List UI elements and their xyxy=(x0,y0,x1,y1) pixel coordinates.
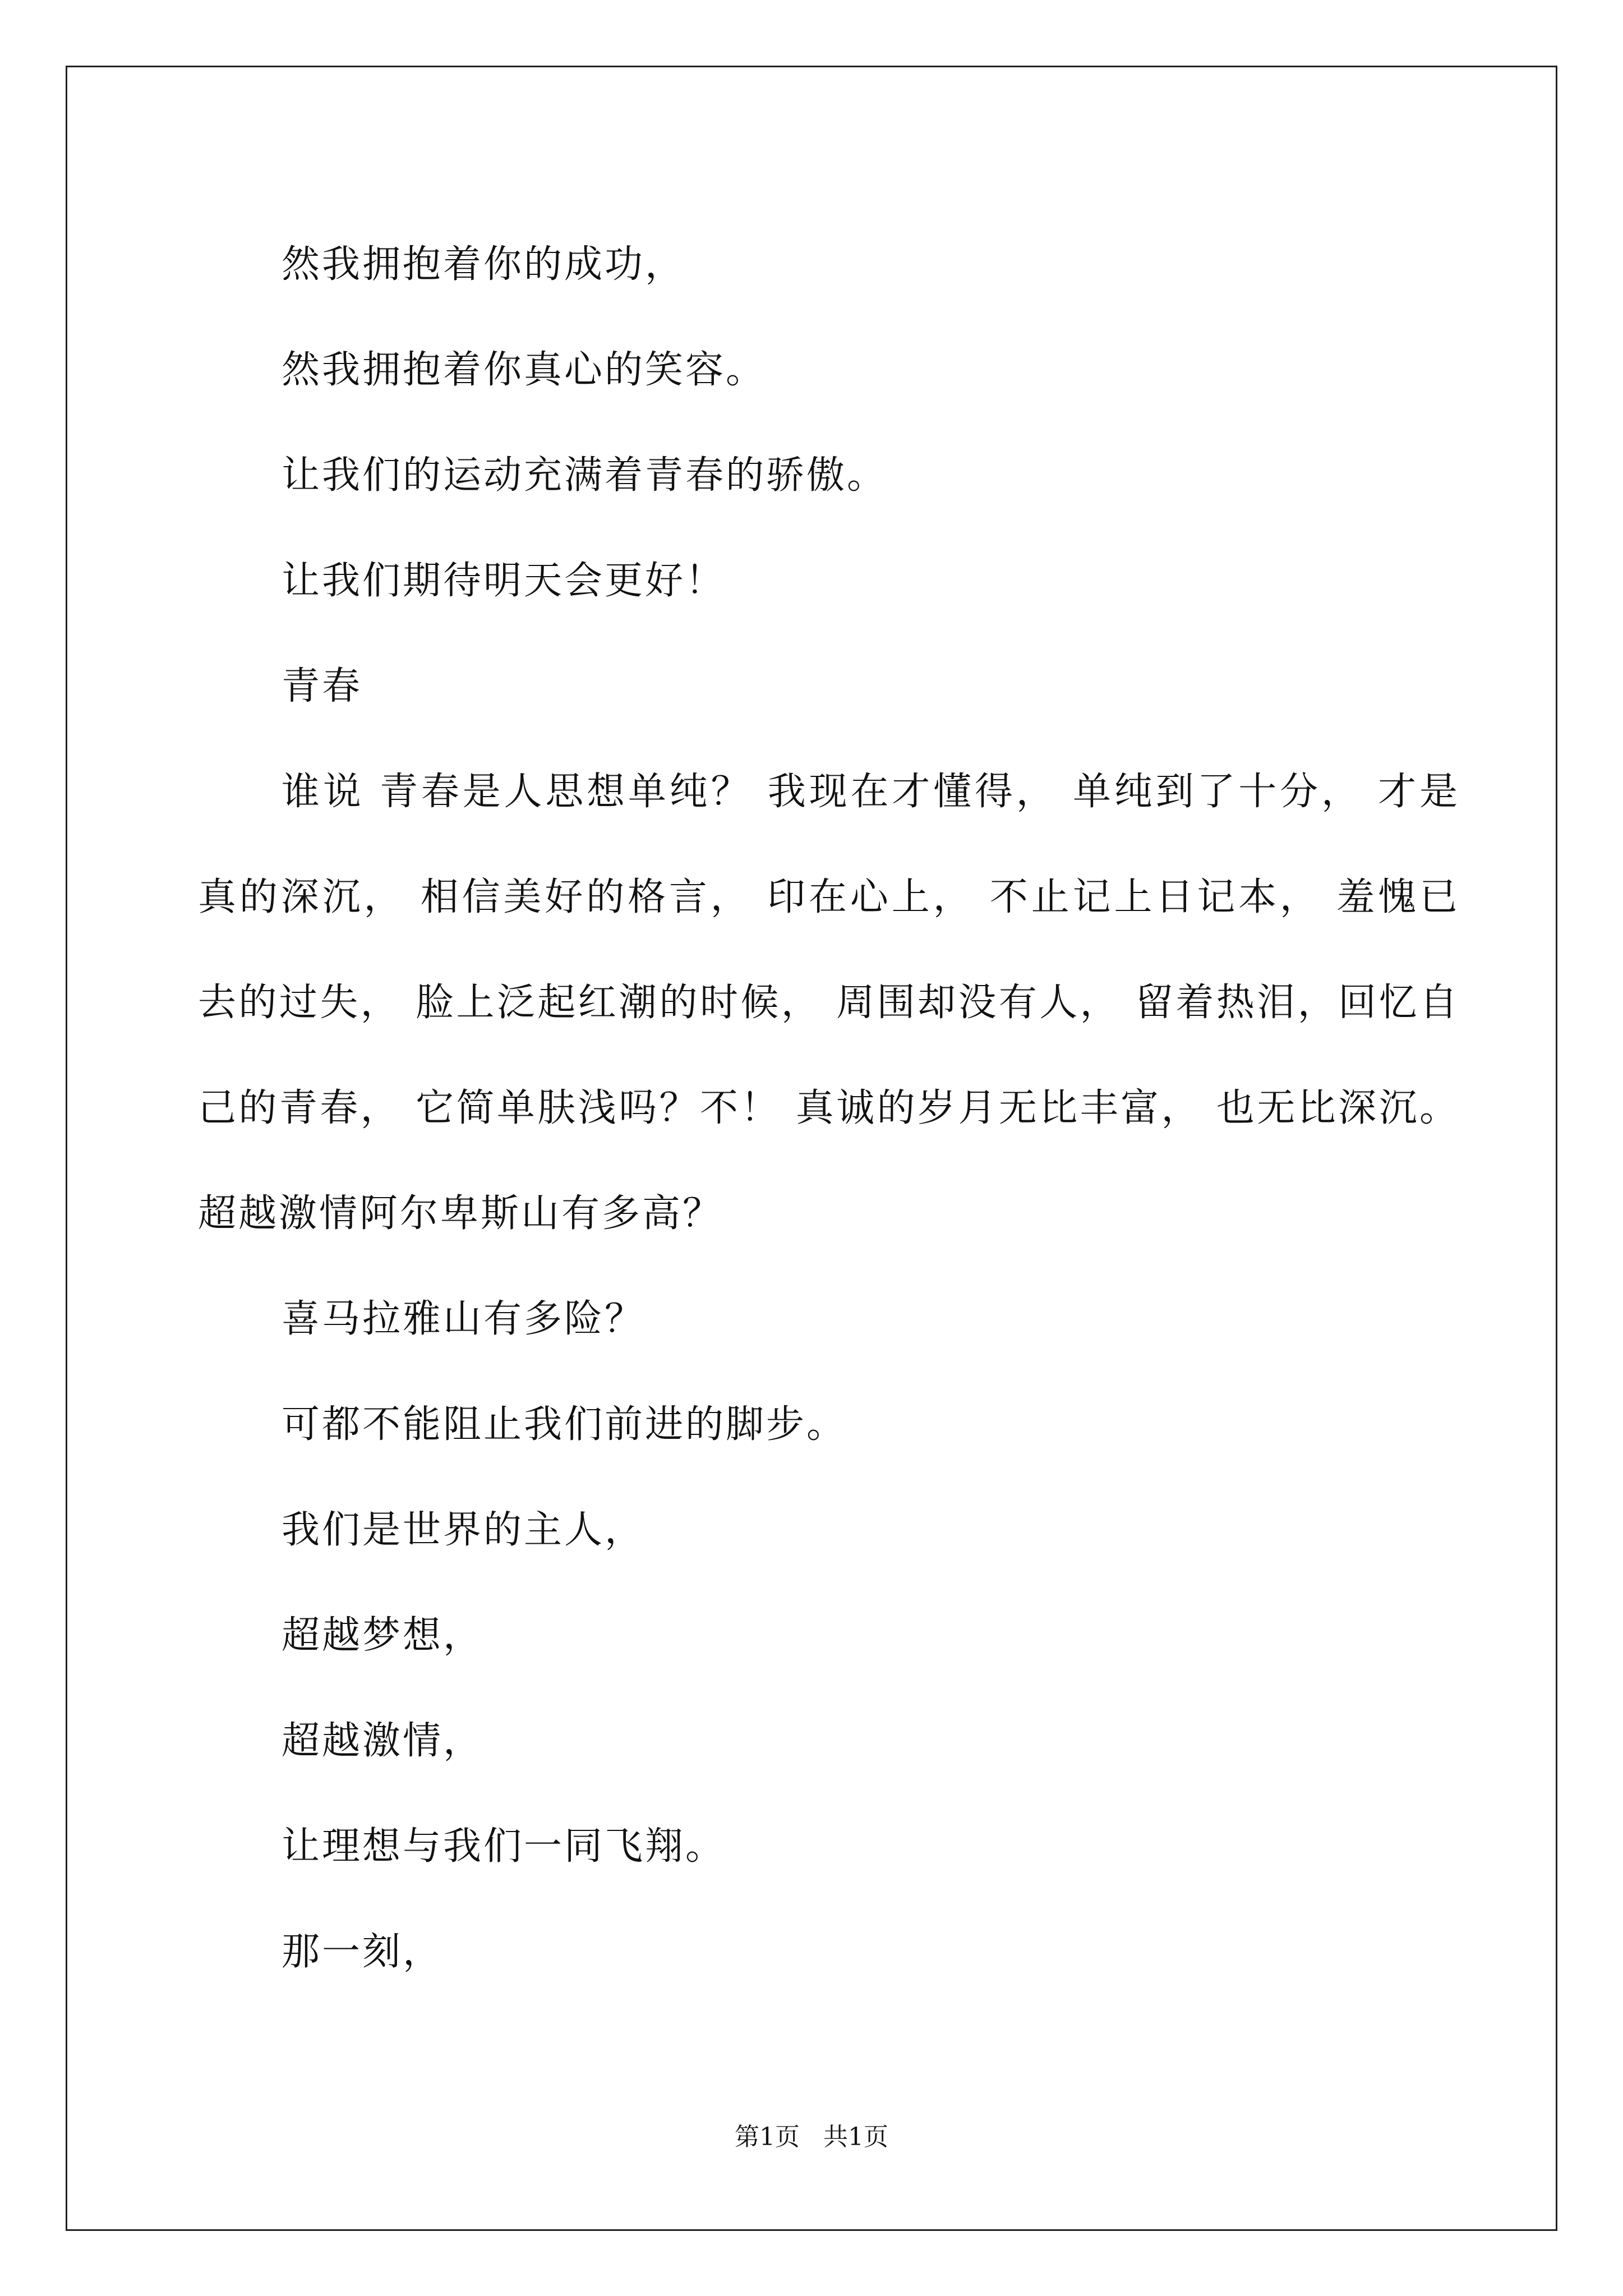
paragraph: 超越梦想， xyxy=(282,1613,484,1658)
document-body xyxy=(198,212,1489,2005)
page-number: 第1页 xyxy=(735,2123,800,2151)
paragraph: 超越激情， xyxy=(282,1719,484,1763)
paragraph: 让理想与我们一同飞翔。 xyxy=(282,1824,726,1869)
page-total: 共1页 xyxy=(823,2123,888,2151)
paragraph: 让我们的运动充满着青春的骄傲。 xyxy=(282,453,888,498)
paragraph: 然我拥抱着你的成功， xyxy=(282,242,686,287)
section-heading: 青春 xyxy=(282,664,363,708)
page-footer xyxy=(0,2120,1623,2154)
paragraph: 那一刻， xyxy=(282,1930,444,1974)
paragraph: 可都不能阻止我们前进的脚步。 xyxy=(282,1402,847,1447)
paragraph: 我们是世界的主人， xyxy=(282,1508,645,1552)
paragraph: 让我们期待明天会更好！ xyxy=(282,559,726,603)
paragraph: 喜马拉雅山有多险？ xyxy=(282,1297,645,1341)
paragraph: 谁说 青春是人思想单纯？ 我现在才懂得， 单纯到了十分， 才是真的深沉， 相信美好的格言， 印在心上， 不止记上日记本， 羞愧已去的过失， 脸上泛起红潮的时候， 周围却没有人， 留着热泪，回忆自己的青春， 它简单肤浅吗？不！ 真诚的岁月无比丰富， 也无比深沉。 超越激情阿尔卑斯山有多高？ xyxy=(198,770,1489,1236)
paragraph: 然我拥抱着你真心的笑容。 xyxy=(282,348,767,392)
